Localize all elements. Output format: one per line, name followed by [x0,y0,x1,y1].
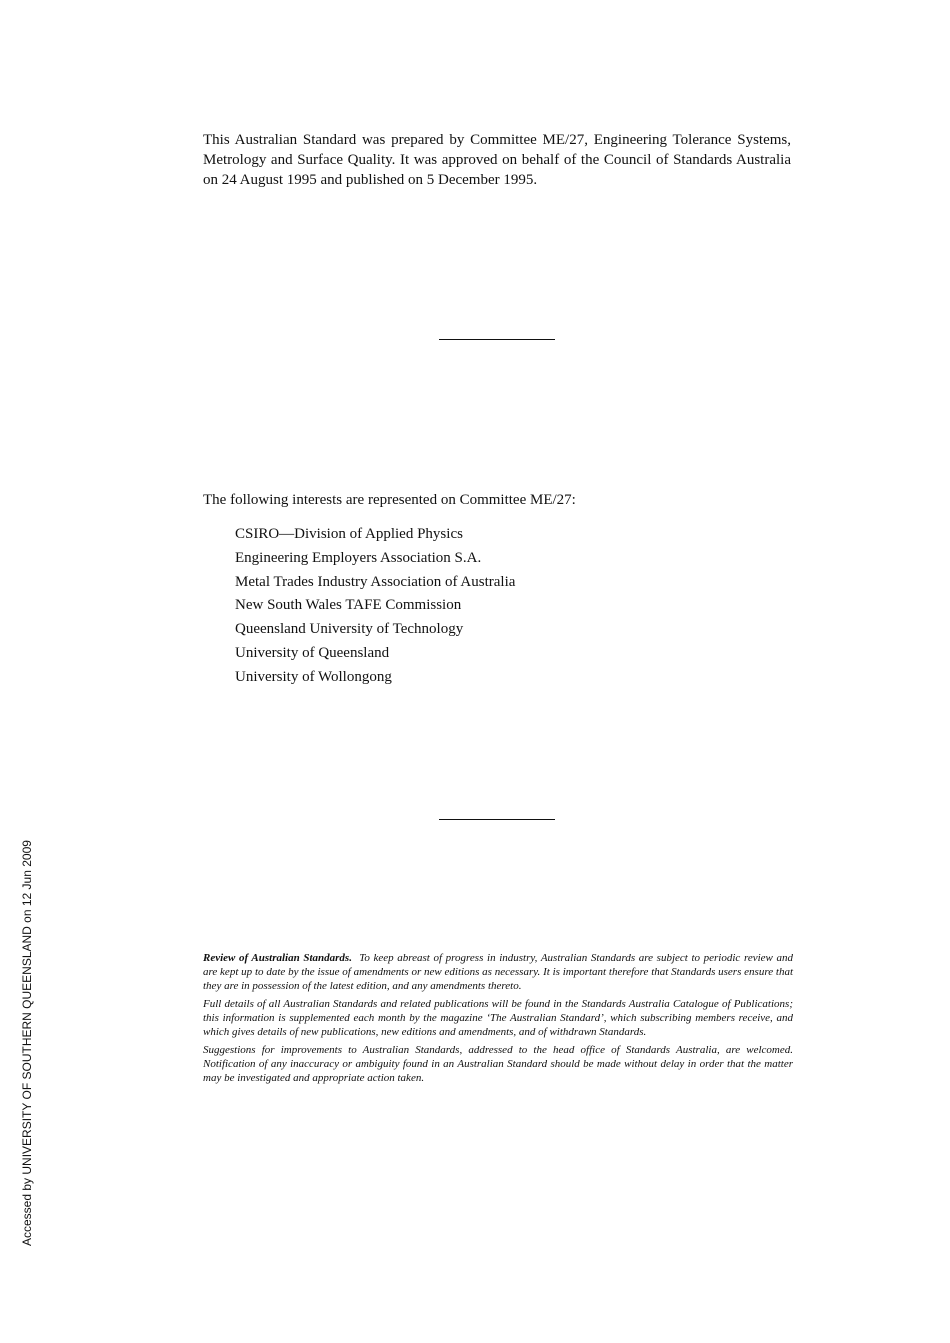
list-item: Engineering Employers Association S.A. [235,549,482,566]
suggestions-paragraph: Suggestions for improvements to Australian Standards, addressed to the head office of Standards Australia, are welcomed. Notification of any inaccuracy or ambiguity found in an Australian Standard should be made without delay in order that the matter may be investigated and appropriate action taken. [203,1044,793,1084]
details-paragraph: Full details of all Australian Standards and related publications will be found in the Standards Australia Catalogue of Publications; this information is supplemented each month by the magazine ‘The Australian Standard’, which subscribing members receive, and which gives details of new publications, new editions and amendments, and of withdrawn Standards. [203,998,793,1038]
list-item: CSIRO—Division of Applied Physics [235,526,463,542]
access-watermark: Accessed by UNIVERSITY OF SOUTHERN QUEENSLAND on 12 Jun 2009 [20,840,34,1246]
review-text: To keep abreast of progress in industry, Australian Standards are subject to periodic review and are kept up to date by the issue of amendments or new editions as necessary. It is important therefore that Standards users ensure that they are in possession of the latest edition, and any amendments thereto. [203,952,793,992]
review-paragraph [203,951,793,993]
section-divider-rule [439,339,555,340]
interests-heading: The following interests are represented on Committee ME/27: [203,492,576,508]
list-item: University of Queensland [235,644,390,661]
committee-preparation-statement: This Australian Standard was prepared by Committee ME/27, Engineering Tolerance Systems, Metrology and Surface Quality. It was approved on behalf of the Council of Standards Australia on 24 August 1995 and published on 5 December 1995. [203,132,791,188]
section-divider-rule [439,819,555,820]
list-item: Metal Trades Industry Association of Australia [235,573,516,590]
list-item: New South Wales TAFE Commission [235,597,462,614]
review-notes [203,951,793,1089]
list-item: University of Wollongong [235,668,392,685]
list-item: Queensland University of Technology [235,621,464,638]
interests-list [235,524,515,691]
review-lead: Review of Australian Standards. [203,952,352,964]
